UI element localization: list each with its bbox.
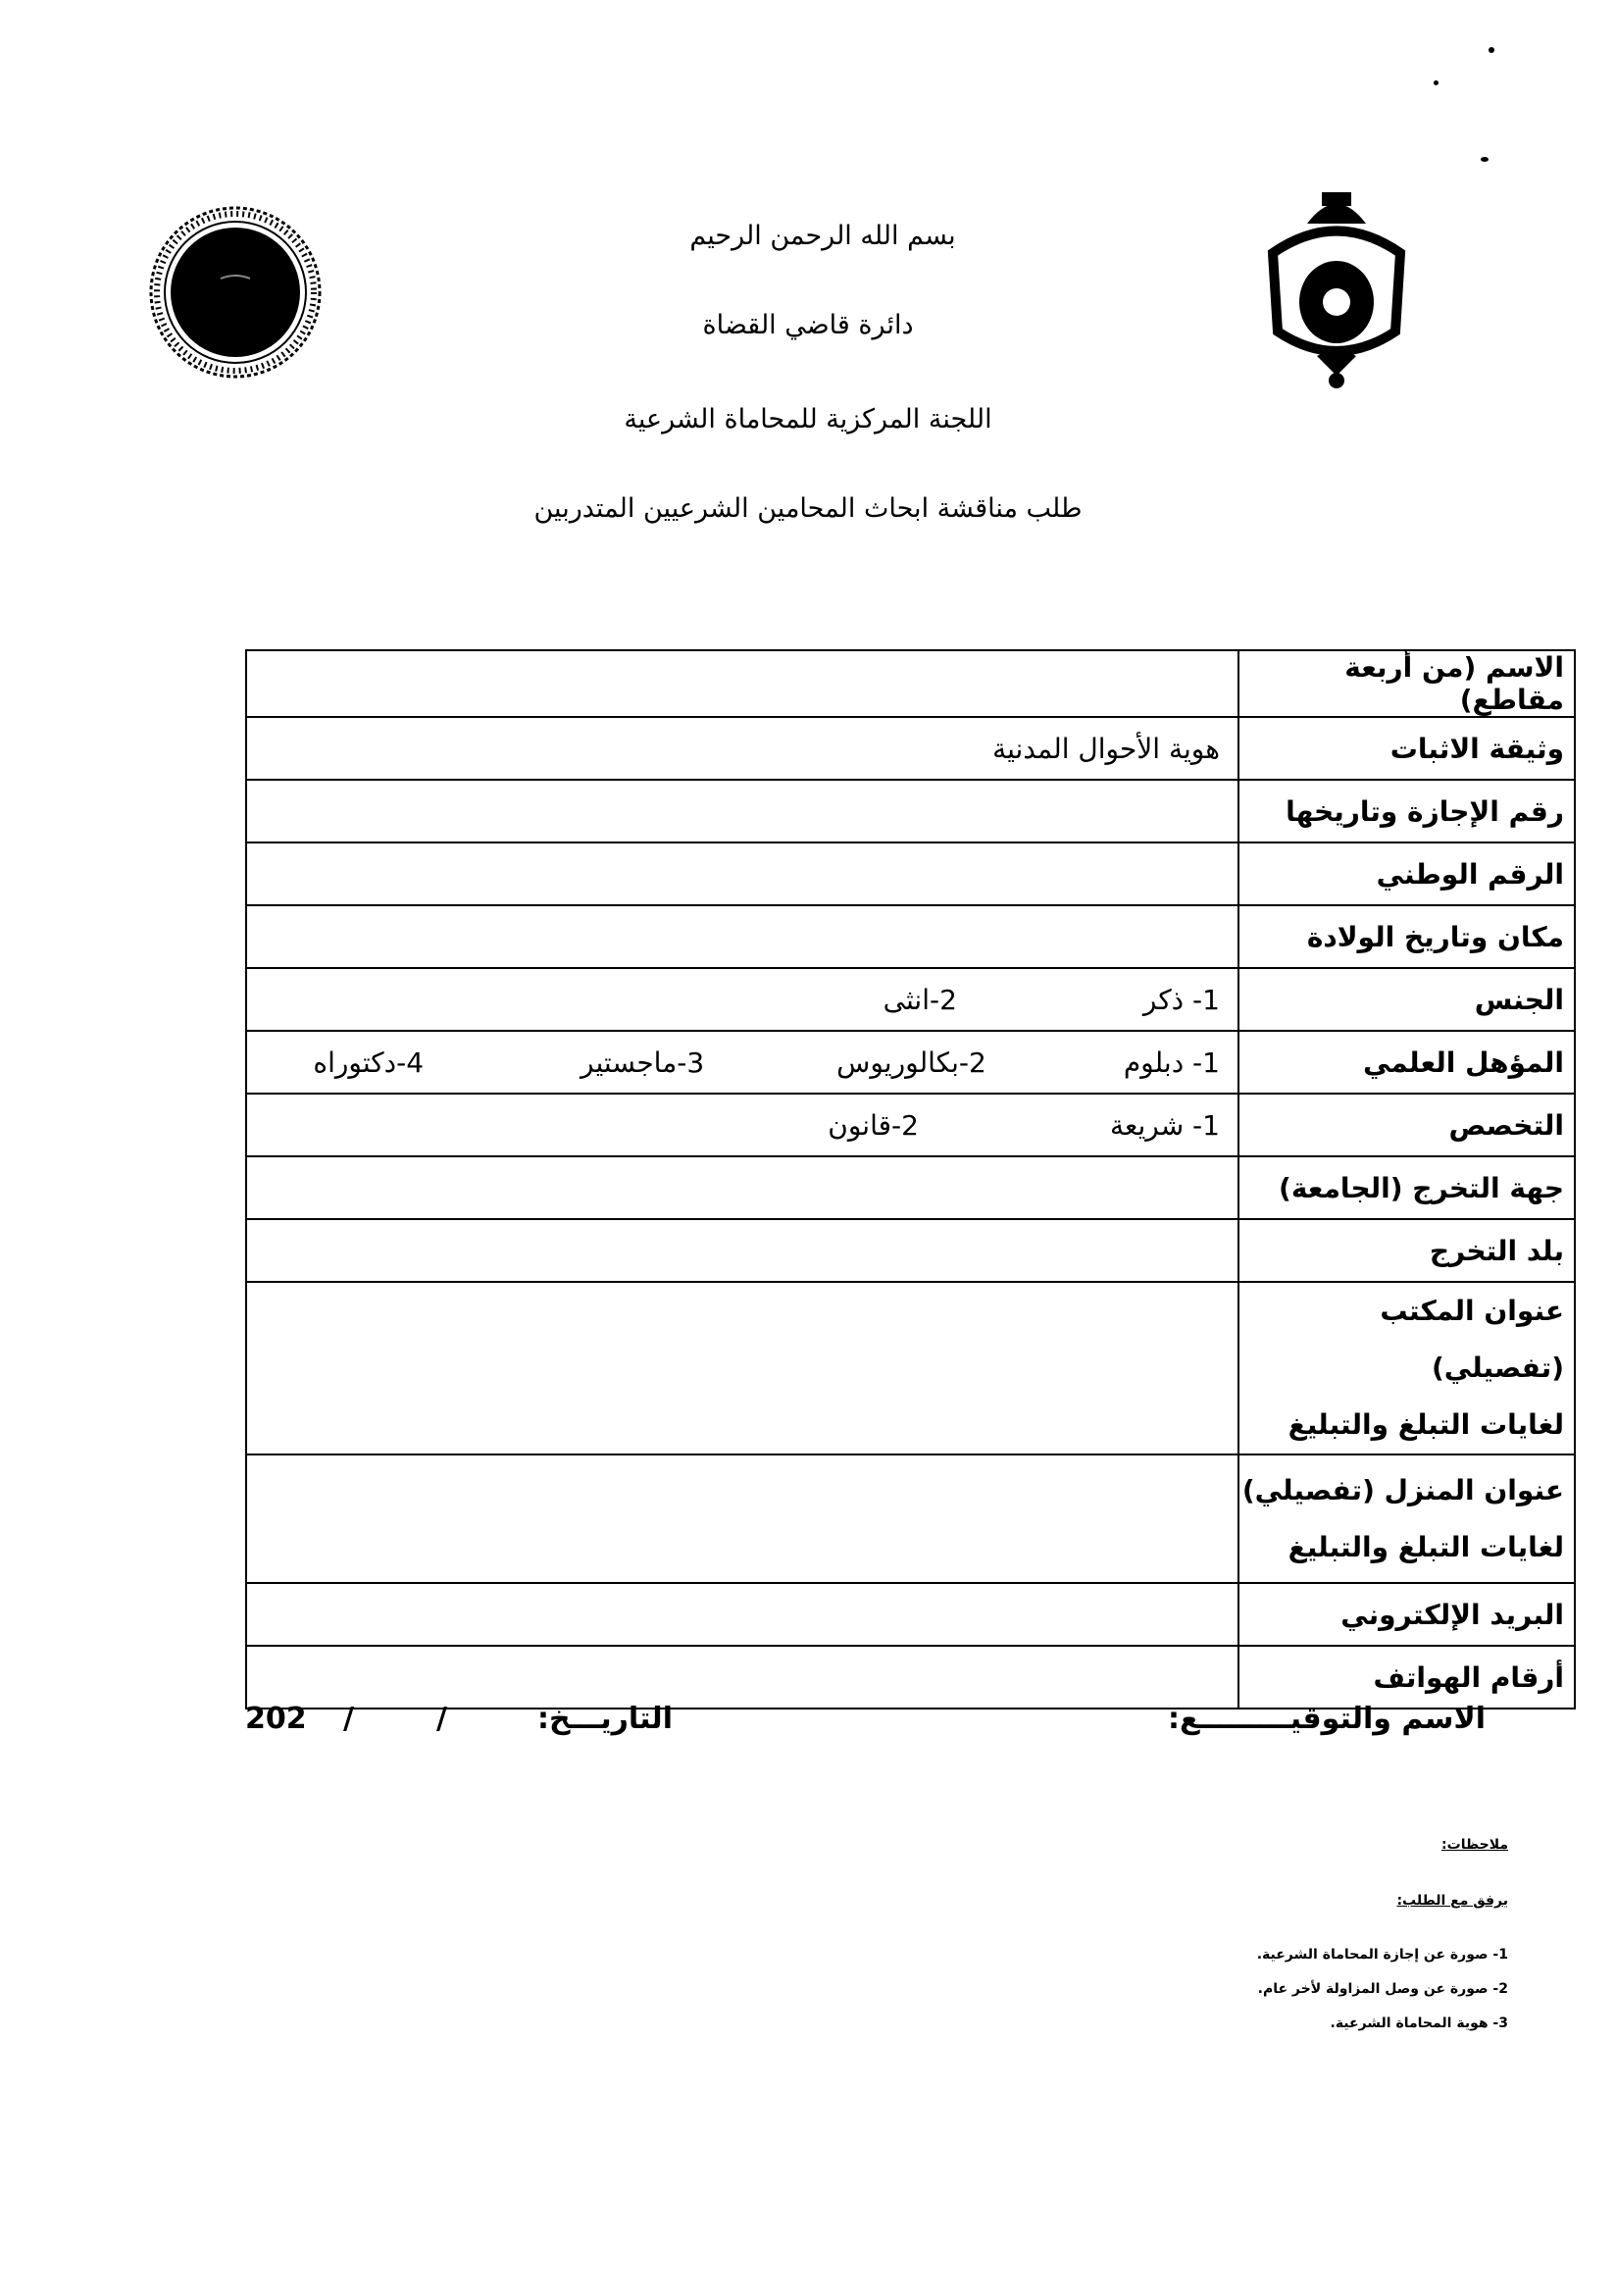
table-row [246,1094,1575,1156]
specialization-option-sharia[interactable]: 1- شريعة [1109,1108,1220,1142]
email-label: البريد الإلكتروني [1238,1583,1575,1646]
date-separator: / [343,1702,354,1736]
office-address-label-line2: لغايات التبلغ والتبليغ [1288,1408,1564,1441]
birth-place-date-label: مكان وتاريخ الولادة [1238,905,1575,968]
date-label: التاريـــخ: [537,1702,673,1736]
gender-label: الجنس [1238,968,1575,1031]
attachments-title: يرفق مع الطلب: [1396,1893,1508,1909]
national-number-field[interactable] [246,842,1238,905]
signature-date-line [0,1702,1616,1745]
specialization-option-law[interactable]: 2-قانون [828,1108,919,1142]
list-item: 3- هوية المحاماة الشرعية. [1330,2015,1508,2031]
qualification-option-diploma[interactable]: 1- دبلوم [1123,1046,1220,1079]
gender-option-female[interactable]: 2-انثى [883,983,957,1016]
birth-place-date-field[interactable] [246,905,1238,968]
list-item: 2- صورة عن وصل المزاولة لأخر عام. [1257,1981,1508,1997]
table-row [246,1282,1575,1454]
qualification-options [246,1031,1238,1094]
full-name-field[interactable] [246,650,1238,717]
table-row [246,1454,1575,1583]
graduation-country-label: بلد التخرج [1238,1219,1575,1282]
name-signature-label: الاسم والتوقيـــــــــع: [1167,1702,1486,1736]
phone-numbers-label: أرقام الهواتف [1238,1646,1575,1709]
table-row [246,842,1575,905]
license-number-field[interactable] [246,780,1238,842]
table-row [246,1031,1575,1094]
full-name-label: الاسم (من أربعة مقاطع) [1238,650,1575,717]
table-row [246,780,1575,842]
list-item: 1- صورة عن إجازة المحاماة الشرعية. [1256,1947,1508,1963]
table-row [246,905,1575,968]
specialization-label: التخصص [1238,1094,1575,1156]
qualification-option-master[interactable]: 3-ماجستير [581,1046,705,1079]
scan-speck [1434,80,1439,85]
graduation-country-field[interactable] [246,1219,1238,1282]
id-document-label: وثيقة الاثبات [1238,717,1575,780]
scan-speck [1489,47,1494,53]
office-address-field[interactable] [246,1282,1238,1454]
home-address-label-line1: عنوان المنزل (تفصيلي) [1241,1473,1564,1506]
office-address-label [1238,1282,1575,1454]
coat-of-arms-icon [1253,184,1420,395]
graduation-university-field[interactable] [246,1156,1238,1219]
specialization-options [246,1094,1238,1156]
home-address-field[interactable] [246,1454,1238,1583]
committee-heading: اللجنة المركزية للمحاماة الشرعية [624,404,992,434]
home-address-label [1238,1454,1575,1583]
table-row [246,717,1575,780]
phone-numbers-field[interactable] [246,1646,1238,1709]
basmala-heading: بسم الله الرحمن الرحيم [689,221,956,251]
table-row [246,650,1575,717]
table-row [246,968,1575,1031]
request-title: طلب مناقشة ابحاث المحامين الشرعيين المتدربين [533,493,1083,524]
table-row [246,1156,1575,1219]
table-row [246,1583,1575,1646]
scan-speck [1481,157,1489,162]
department-heading: دائرة قاضي القضاة [702,310,914,340]
qualification-option-doctorate[interactable]: 4-دكتوراه [313,1046,425,1079]
national-number-label: الرقم الوطني [1238,842,1575,905]
table-row [246,1646,1575,1709]
license-number-label: رقم الإجازة وتاريخها [1238,780,1575,842]
gender-option-male[interactable]: 1- ذكر [1142,983,1220,1016]
date-separator: / [436,1702,447,1736]
qualification-label: المؤهل العلمي [1238,1031,1575,1094]
table-row [246,1219,1575,1282]
gender-options [246,968,1238,1031]
notes-title: ملاحظات: [1441,1837,1508,1853]
graduation-university-label: جهة التخرج (الجامعة) [1238,1156,1575,1219]
application-form-table [245,649,1576,1709]
date-year: 202 [245,1702,307,1736]
home-address-label-line2: لغايات التبلغ والتبليغ [1288,1530,1564,1563]
qualification-option-bachelor[interactable]: 2-بكالوريوس [836,1046,986,1079]
office-address-label-line1: عنوان المكتب (تفصيلي) [1380,1295,1564,1384]
id-document-value[interactable]: هوية الأحوال المدنية [246,717,1238,780]
email-field[interactable] [246,1583,1238,1646]
